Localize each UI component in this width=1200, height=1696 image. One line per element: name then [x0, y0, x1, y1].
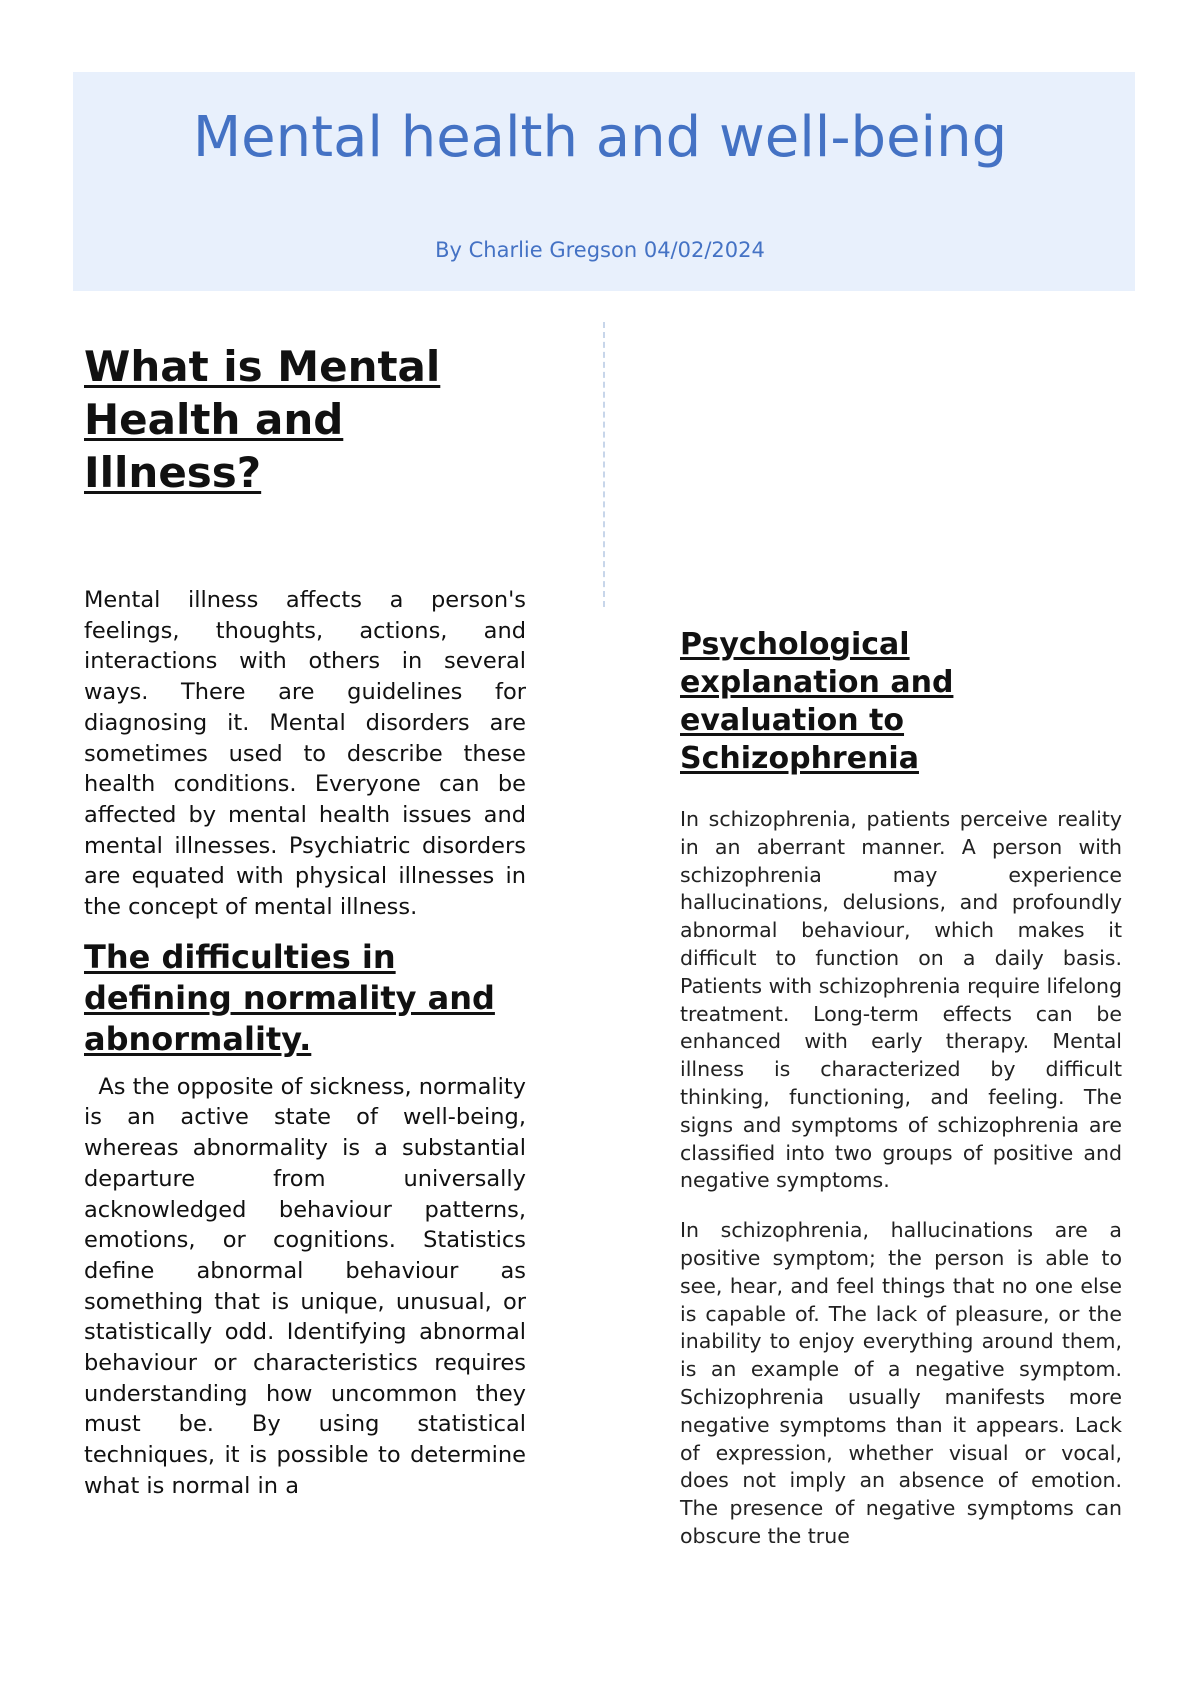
section-heading-normality: The difficulties in defining normality and abnormality. [84, 937, 495, 1058]
section-heading-mental-health: What is Mental Health and Illness? [84, 342, 441, 497]
spacer [84, 1060, 526, 1072]
spacer [680, 778, 1122, 806]
right-column [680, 626, 1122, 1551]
page-title: Mental health and well-being [192, 105, 1008, 170]
paragraph-schizophrenia-symptoms: In schizophrenia, hallucinations are a positive symptom; the person is able to see, hear, and feel things that no one else is capable of. The lack of pleasure, or the inability to enjoy everything around them, is an example of a negative symptom. Schizophrenia usually manifests more negative symptoms than it appears. Lack of expression, whether visual or vocal, does not imply an absence of emotion. The presence of negative symptoms can obscure the true [680, 1218, 1122, 1548]
byline: By Charlie Gregson 04/02/2024 [435, 238, 765, 262]
left-column [84, 340, 526, 1502]
section-heading-schizophrenia: Psychological explanation and evaluation to Schizophrenia [680, 627, 954, 776]
spacer [84, 499, 526, 585]
column-divider [603, 322, 605, 607]
paragraph-schizophrenia-overview: In schizophrenia, patients perceive reality in an aberrant manner. A person with schizophrenia may experience hallucinations, delusions, and profoundly abnormal behaviour, which makes it difficult to function on a daily basis. Patients with schizophrenia require lifelong treatment. Long-term effects can be enhanced with early therapy. Mental illness is characterized by difficult thinking, functioning, and feeling. The signs and symptoms of schizophrenia are classified into two groups of positive and negative symptoms. [680, 807, 1122, 1193]
spacer [680, 1195, 1122, 1217]
paragraph-mental-illness: Mental illness affects a person's feelings, thoughts, actions, and interactions with others in several ways. There are guidelines for diagnosing it. Mental disorders are sometimes used to describe these health conditions. Everyone can be affected by mental health issues and mental illnesses. Psychiatric disorders are equated with physical illnesses in the concept of mental illness. [84, 587, 526, 921]
spacer [84, 923, 526, 937]
paragraph-normality: As the opposite of sickness, normality is an active state of well-being, whereas abnormality is a substantial departure from universally acknowledged behaviour patterns, emotions, or cognitions. Statistics define abnormal behaviour as something that is unique, unusual, or statistically odd. Identifying abnormal behaviour or characteristics requires understanding how uncommon they must be. By using statistical techniques, it is possible to determine what is normal in a [84, 1073, 526, 1499]
